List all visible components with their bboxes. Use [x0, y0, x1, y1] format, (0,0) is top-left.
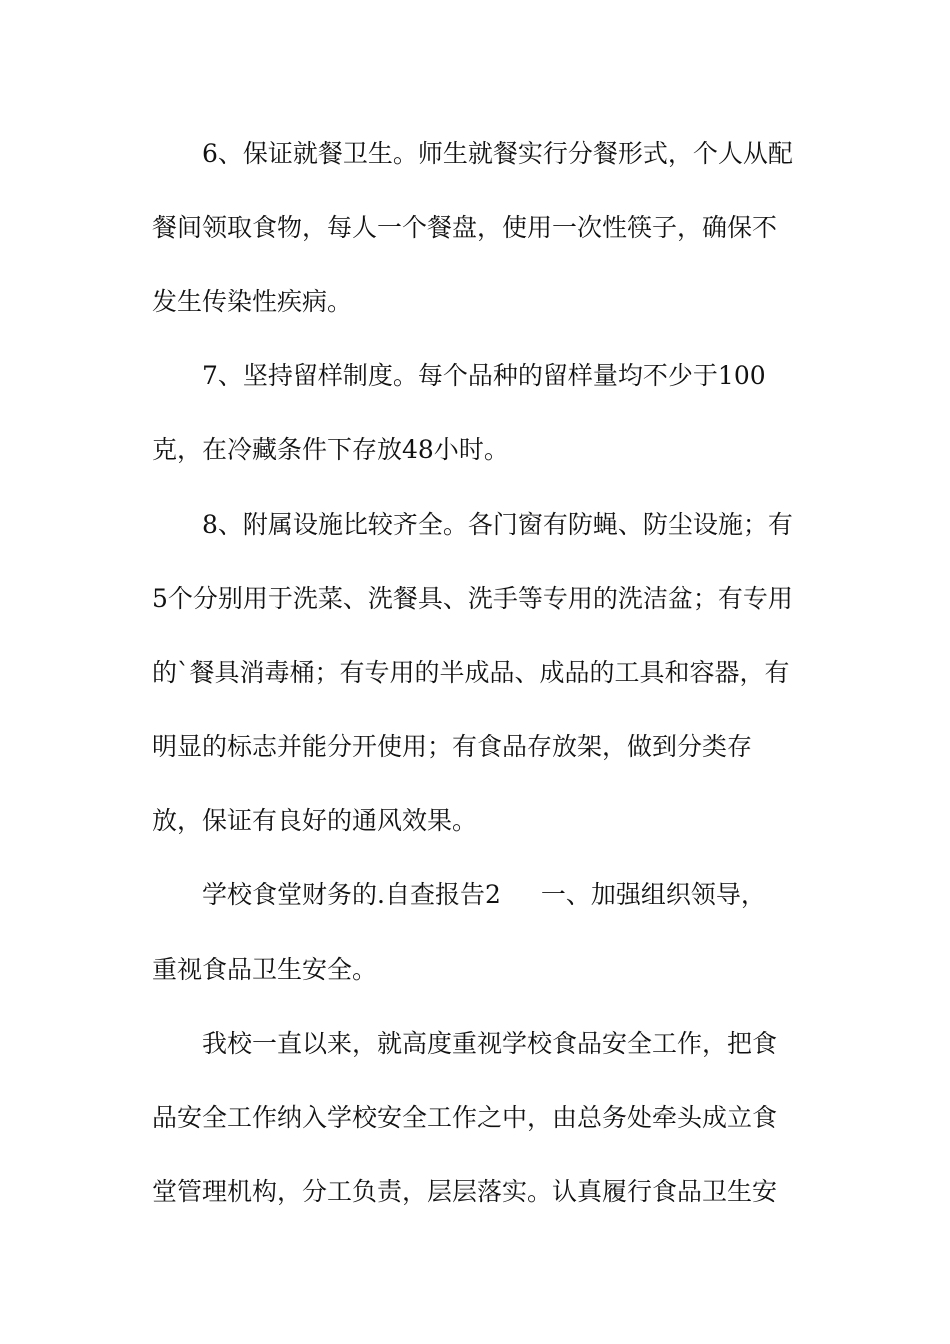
- paragraph-6-line-3: 发生传染性疾病。: [152, 287, 353, 316]
- report-title: 学校食堂财务的.自查报告2: [202, 880, 501, 909]
- body-paragraph-line-2: 品安全工作纳入学校安全工作之中，由总务处牵头成立食: [152, 1103, 778, 1132]
- body-paragraph-line-3: 堂管理机构，分工负责，层层落实。认真履行食品卫生安: [152, 1177, 778, 1206]
- paragraph-7-line-1: 7、坚持留样制度。每个品种的留样量均不少于100: [202, 361, 766, 390]
- section-heading-1-line-2: 重视食品卫生安全。: [152, 955, 378, 984]
- section-heading-1: 一、加强组织领导，: [540, 880, 766, 909]
- body-paragraph-line-1: 我校一直以来，就高度重视学校食品安全工作，把食: [202, 1029, 778, 1058]
- paragraph-6-line-1: 6、保证就餐卫生。师生就餐实行分餐形式，个人从配: [202, 139, 793, 168]
- report-heading-line: [202, 878, 862, 912]
- paragraph-8-line-3: 的`餐具消毒桶；有专用的半成品、成品的工具和容器，有: [152, 658, 790, 687]
- paragraph-8-line-5: 放，保证有良好的通风效果。: [152, 806, 478, 835]
- paragraph-8-line-1: 8、附属设施比较齐全。各门窗有防蝇、防尘设施；有: [202, 510, 793, 539]
- paragraph-6-line-2: 餐间领取食物，每人一个餐盘，使用一次性筷子，确保不: [152, 213, 778, 242]
- paragraph-8-line-2: 5个分别用于洗菜、洗餐具、洗手等专用的洗洁盆；有专用: [152, 584, 793, 613]
- paragraph-7-line-2: 克，在冷藏条件下存放48小时。: [152, 435, 509, 464]
- paragraph-8-line-4: 明显的标志并能分开使用；有食品存放架，做到分类存: [152, 732, 753, 761]
